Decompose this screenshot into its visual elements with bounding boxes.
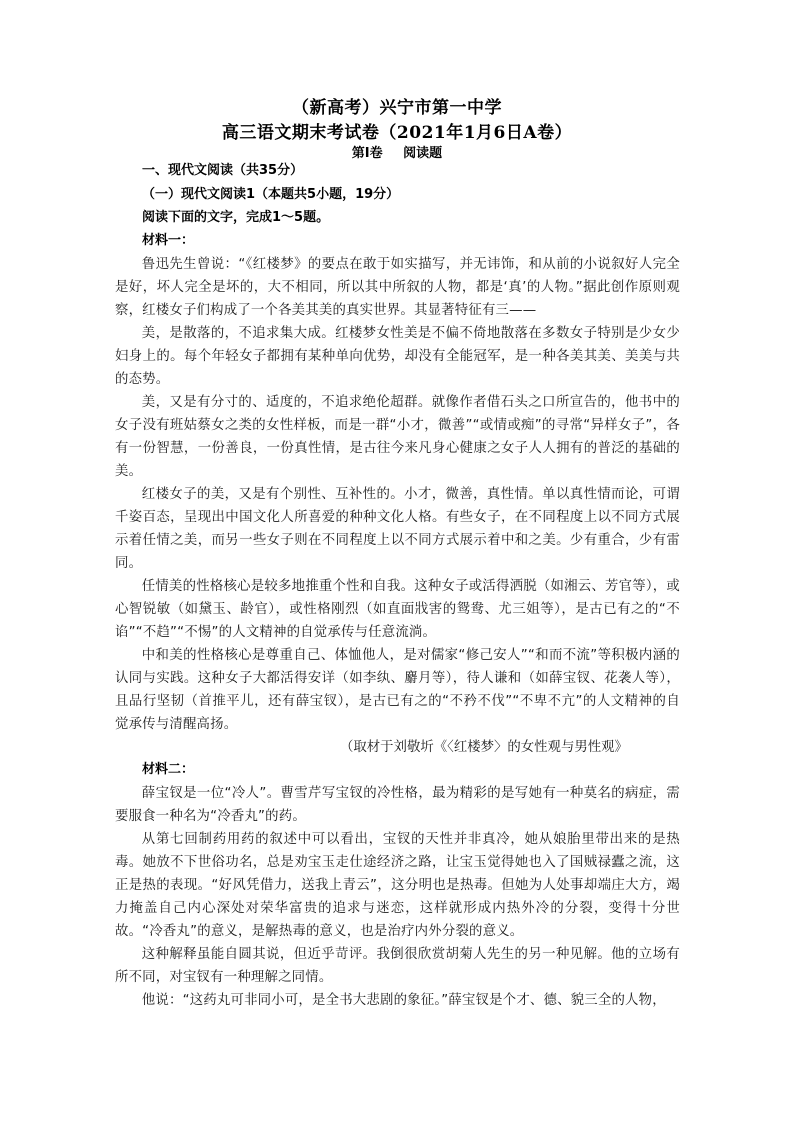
material2-label: 材料二： <box>142 762 195 777</box>
school-title: （新高考）兴宁市第一中学 <box>292 98 502 118</box>
material2-paragraph: 薛宝钗是一位“冷人”。曹雪芹写宝钗的冷性格，最为精彩的是写她有一种莫名的病症，需要服食一种名为“冷香丸”的药。 <box>115 786 680 824</box>
volume-heading <box>0 142 794 161</box>
material2-paragraph: 从第七回制药用药的叙述中可以看出，宝钗的天性并非真冷，她从娘胎里带出来的是热毒。她放不下世俗功名，总是劝宝玉走仕途经济之路，让宝玉觉得她也入了国贼禄蠹之流，这正是热的表现。“好风凭借力，送我上青云”，这分明也是热毒。但她为人处事却端庄大方，竭力掩盖自己内心深处对荣华富贵的追求与迷恋，这样就形成内热外冷的分裂，变得十分世故。“冷香丸”的意义，是解热毒的意义，也是治疗内外分裂的意义。 <box>115 832 680 939</box>
material2-paragraph: 这种解释虽能自圆其说，但近乎苛评。我倒很欣赏胡菊人先生的另一种见解。他的立场有所不同，对宝钗有一种理解之同情。 <box>115 947 680 985</box>
instruction: 阅读下面的文字，完成1～5题。 <box>142 210 330 225</box>
material1-paragraph: 中和美的性格核心是尊重自己、体恤他人，是对儒家“修己安人”“和而不流”等积极内涵的认同与实践。这种女子大都活得安详（如李纨、麝月等），待人谦和（如薛宝钗、花袭人等），且品行坚韧（首推平儿，还有薛宝钗），是古已有之的“不矜不伐”“不卑不亢”的人文精神的自觉承传与清醒高扬。 <box>115 648 680 732</box>
material1-paragraph: 鲁迅先生曾说：“《红楼梦》的要点在敢于如实描写，并无讳饰，和从前的小说叙好人完全是好，坏人完全是坏的，大不相同，所以其中所叙的人物，都是‘真’的人物。”据此创作原则观察，红楼女子们构成了一个各美其美的真实世界。其显著特征有三—— <box>115 257 680 318</box>
material1-label: 材料一： <box>142 233 195 248</box>
exam-title: 高三语文期末考试卷（2021年1月6日A卷） <box>221 123 573 143</box>
sub-heading: （一）现代文阅读1（本题共5小题，19分） <box>142 187 400 202</box>
part-heading: 一、现代文阅读（共35分） <box>142 163 304 178</box>
material1-paragraph: 红楼女子的美，又是有个别性、互补性的。小才，微善，真性情。单以真性情而论，可谓千姿百态，呈现出中国文化人所喜爱的种种文化人格。有些女子，在不同程度上以不同方式展示着任情之美，而另一些女子则在不同程度上以不同方式展示着中和之美。少有重合，少有雷同。 <box>115 487 680 571</box>
material1-paragraph: 任情美的性格核心是较多地推重个性和自我。这种女子或活得洒脱（如湘云、芳官等），或心智锐敏（如黛玉、龄官），或性格刚烈（如直面戕害的鸳鸯、尤三姐等），是古已有之的“不谄”“不趋”“不惕”的人文精神的自觉承传与任意流淌。 <box>115 579 680 640</box>
volume-name: 阅读题 <box>403 146 443 161</box>
material1-paragraph: 美，又是有分寸的、适度的，不追求绝伦超群。就像作者借石头之口所宣告的，他书中的女子没有班姑蔡女之类的女性样板，而是一群“小才，微善”“或情或痴”的寻常“异样女子”，各有一份智慧，一份善良，一份真性情，是古往今来凡身心健康之女子人人拥有的普泛的基础的美。 <box>115 395 680 479</box>
volume-label: 第Ⅰ卷 <box>351 146 383 161</box>
material1-paragraph: 美，是散落的，不追求集大成。红楼梦女性美是不偏不倚地散落在多数女子特别是少女少妇身上的。每个年轻女子都拥有某种单向优势，却没有全能冠军，是一种各美其美、美美与共的态势。 <box>115 326 680 387</box>
material1-source: （取材于刘敬圻《〈红楼梦〉的女性观与男性观》 <box>340 740 628 755</box>
material2-paragraph: 他说：“这药丸可非同小可，是全书大悲剧的象征。”薛宝钗是个才、德、貌三全的人物， <box>141 993 666 1008</box>
